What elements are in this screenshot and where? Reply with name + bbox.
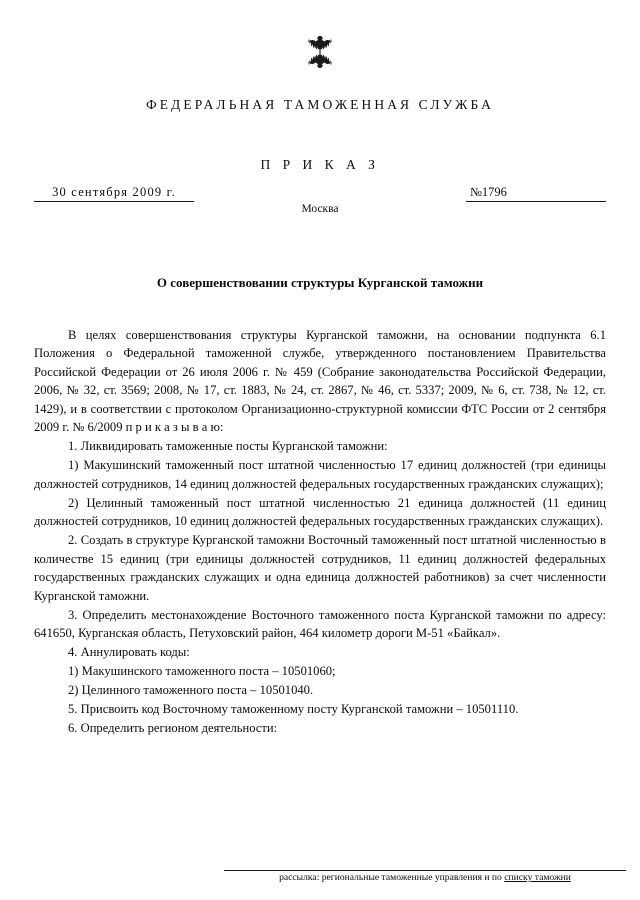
emblem-container <box>0 0 640 81</box>
paragraph-item-4-1: 1) Макушинского таможенного поста – 10501060; <box>68 664 336 679</box>
russian-coat-of-arms-icon <box>303 34 337 76</box>
paragraph-item-6: 6. Определить регионом деятельности: <box>68 721 278 736</box>
paragraph-item-3: 3. Определить местонахождение Восточного таможенного поста Курганской таможни по адресу: 641650, Курганская область, Петуховский район, 464 километр дороги М-51 «Байкал». <box>34 607 606 641</box>
footer-distribution <box>224 872 626 883</box>
paragraph-item-4: 4. Аннулировать коды: <box>68 645 190 660</box>
paragraph-intro: В целях совершенствования структуры Курганской таможни, на основании подпункта 6.1 Положения о Федеральной таможенной службе, утвержденного постановлением Правительства Российской Федерации от 26 июля 2006 г. № 459 (Собрание законодательства Российской Федерации, 2006, № 32, ст. 3569; 2008, № 17, ст. 1883, № 24, ст. 2867, № 46, ст. 5337; 2009, № 6, ст. 738, № 12, ст. 1429), и в соответствии с протоколом Организационно-структурной комиссии ФТС России от 2 сентября 2009 г. № 6/2009 п р и к а з ы в а ю: <box>34 327 606 435</box>
document-date: 30 сентября 2009 г. <box>34 185 194 202</box>
document-meta <box>0 185 640 219</box>
paragraph-item-1-1: 1) Макушинский таможенный пост штатной численностью 17 единиц должностей (три единицы должностей сотрудников, 14 единиц должностей федеральных государственных гражданских служащих); <box>34 458 606 491</box>
document-type: П Р И К А З <box>260 157 380 172</box>
paragraph-item-4-2: 2) Целинного таможенного поста – 10501040. <box>68 683 314 698</box>
paragraph-item-5: 5. Присвоить код Восточному таможенному посту Курганской таможни – 10501110. <box>68 702 519 717</box>
paragraph-item-1: 1. Ликвидировать таможенные посты Курганской таможни: <box>68 439 388 454</box>
document-city: Москва <box>301 203 339 215</box>
organization-title: ФЕДЕРАЛЬНАЯ ТАМОЖЕННАЯ СЛУЖБА <box>145 97 495 112</box>
document-number: №1796 <box>466 185 606 202</box>
document-subject: О совершенствовании структуры Курганской таможни <box>156 275 484 290</box>
footer-distribution-text: рассылка: региональные таможенные управления и по <box>279 872 505 883</box>
paragraph-item-1-2: 2) Целинный таможенный пост штатной численностью 21 единица должностей (11 единиц должностей сотрудников, 10 единиц должностей федеральных государственных гражданских служащих). <box>34 495 606 529</box>
footer-divider <box>224 870 626 871</box>
document-body <box>0 326 640 738</box>
footer-distribution-link[interactable]: списку таможни <box>504 872 571 883</box>
document-footer <box>0 870 640 892</box>
paragraph-item-2: 2. Создать в структуре Курганской таможни Восточный таможенный пост штатной численностью в количестве 15 единиц (три единицы должностей сотрудников, 11 единиц должностей федеральных государственных гражданских служащих и одна единица должностей работников) за счет численности Курганской таможни. <box>34 533 606 603</box>
